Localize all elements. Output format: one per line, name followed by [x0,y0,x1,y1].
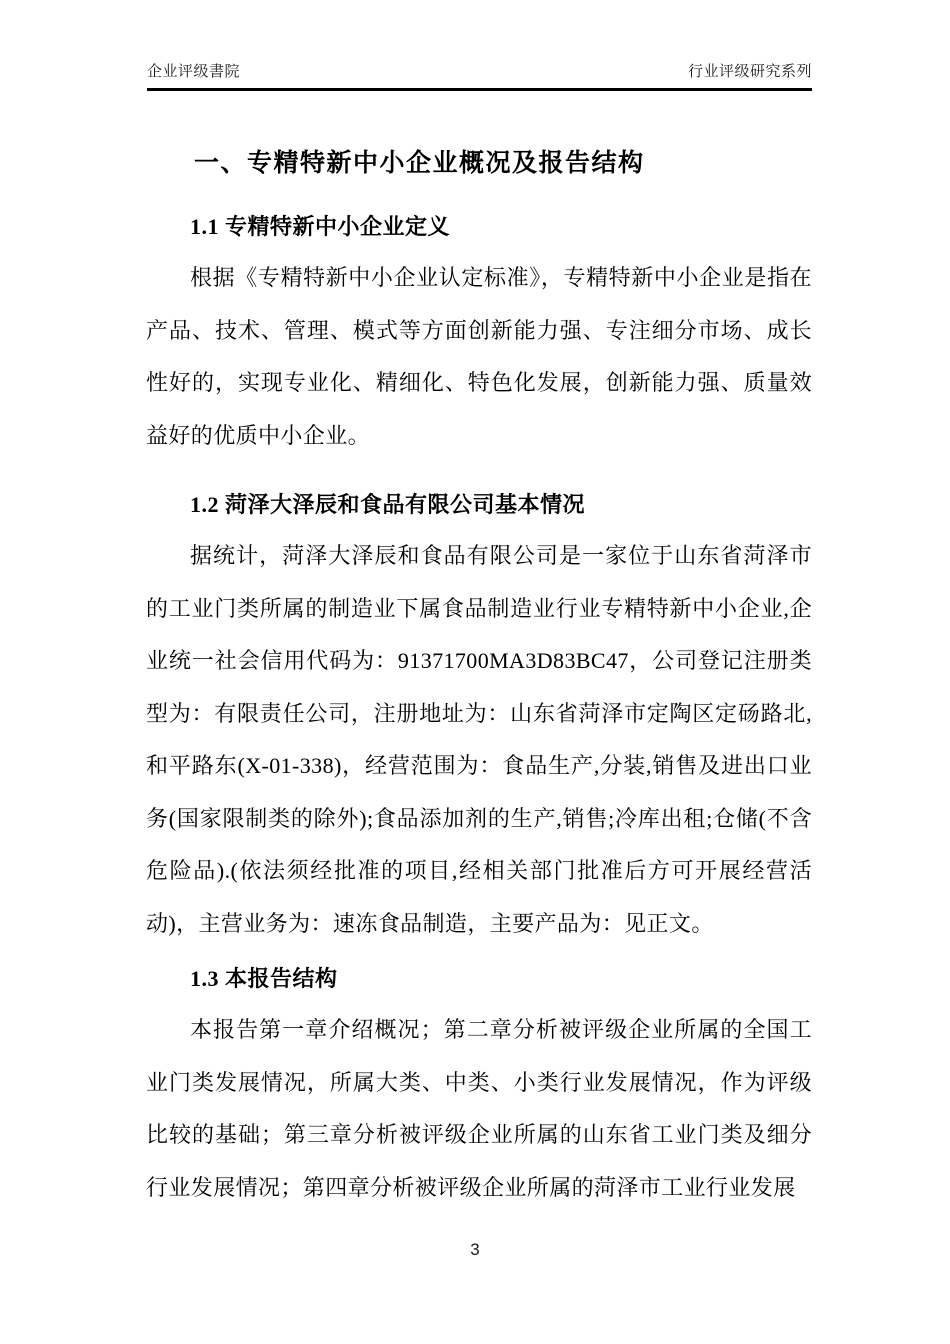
section-paragraph-1-1: 根据《专精特新中小企业认定标准》，专精特新中小企业是指在产品、技术、管理、模式等方面创新能力强、专注细分市场、成长性好的，实现专业化、精细化、特色化发展，创新能力强、质量效益好的优质中小企业。 [146,265,812,448]
section-heading-1-1: 1.1 专精特新中小企业定义 [190,214,451,239]
header-left-text: 企业评级書院 [147,63,241,80]
page-header [147,60,812,91]
section-paragraph-1-2: 据统计，菏泽大泽辰和食品有限公司是一家位于山东省菏泽市的工业门类所属的制造业下属食品制造业行业专精特新中小企业,企业统一社会信用代码为：91371700MA3D83BC47，公司登记注册类型为：有限责任公司，注册地址为：山东省菏泽市定陶区定砀路北,和平路东(X-01-338)，经营范围为：食品生产,分装,销售及进出口业务(国家限制类的除外);食品添加剂的生产,销售;冷库出租;仓储(不含危险品).(依法须经批准的项目,经相关部门批准后方可开展经营活动)，主营业务为：速冻食品制造，主要产品为：见正文。 [146,543,812,936]
header-right-text: 行业评级研究系列 [687,63,812,80]
section-paragraph-1-3: 本报告第一章介绍概况；第二章分析被评级企业所属的全国工业门类发展情况，所属大类、中类、小类行业发展情况，作为评级比较的基础；第三章分析被评级企业所属的山东省工业门类及细分行业发展情况；第四章分析被评级企业所属的菏泽市工业行业发展 [146,1017,812,1200]
section-heading-1-3: 1.3 本报告结构 [190,966,338,991]
chapter-title: 一、专精特新中小企业概况及报告结构 [194,150,645,177]
document-body [146,126,812,1214]
section-heading-1-2: 1.2 菏泽大泽辰和食品有限公司基本情况 [190,492,586,517]
page-number: 3 [470,1240,480,1259]
page-footer [0,1240,950,1260]
